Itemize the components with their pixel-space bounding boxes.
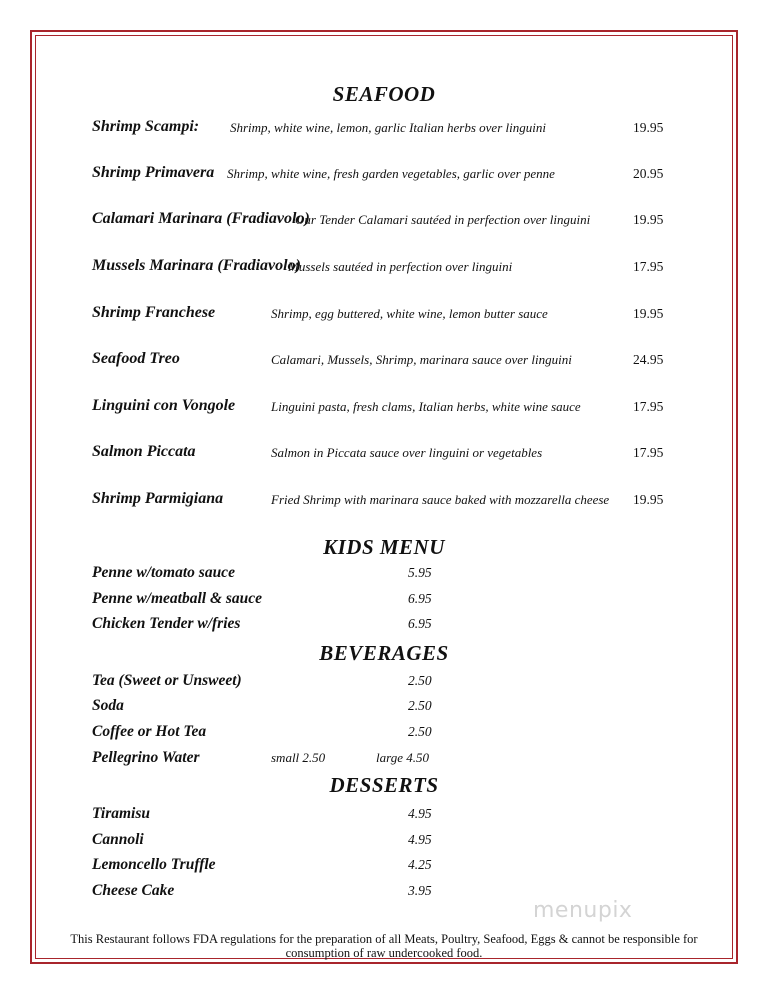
item-name: Pellegrino Water (92, 749, 200, 766)
item-name: Calamari Marinara (Fradiavolo) (92, 210, 310, 227)
menu-item (0, 490, 768, 514)
menu-item (0, 350, 768, 374)
menu-item (0, 304, 768, 328)
item-price-small: small 2.50 (271, 750, 326, 765)
item-description: Shrimp, white wine, fresh garden vegetables, garlic over penne (227, 166, 555, 181)
menu-item (0, 831, 768, 853)
item-price: 19.95 (633, 212, 664, 227)
item-description: Calamari, Mussels, Shrimp, marinara sauce over linguini (271, 352, 572, 367)
item-price: 6.95 (408, 616, 432, 631)
watermark-tagline (533, 883, 683, 891)
item-price: 5.95 (408, 565, 432, 580)
item-price: 2.50 (408, 724, 432, 739)
item-name: Soda (92, 697, 124, 714)
item-name: Mussels Marinara (Fradiavolo) (92, 257, 301, 274)
item-price: 24.95 (633, 352, 664, 367)
item-price: 17.95 (633, 259, 664, 274)
item-name: Seafood Treo (92, 350, 180, 367)
item-price-large: large 4.50 (376, 750, 429, 765)
item-description: Shrimp, white wine, lemon, garlic Italian herbs over linguini (230, 120, 546, 135)
item-price: 4.25 (408, 857, 432, 872)
menu-item (0, 210, 768, 234)
item-price: 2.50 (408, 673, 432, 688)
menu-item (0, 749, 768, 771)
item-price: 2.50 (408, 698, 432, 713)
menu-item (0, 856, 768, 878)
item-name: Chicken Tender w/fries (92, 615, 241, 632)
menu-item (0, 805, 768, 827)
item-name: Linguini con Vongole (92, 397, 236, 414)
item-description: Salmon in Piccata sauce over linguini or vegetables (271, 445, 543, 460)
item-name: Tea (Sweet or Unsweet) (92, 672, 242, 689)
item-name: Cannoli (92, 831, 144, 848)
item-name: Shrimp Scampi: (92, 118, 200, 135)
item-name: Coffee or Hot Tea (92, 723, 207, 740)
item-description: Shrimp, egg buttered, white wine, lemon butter sauce (271, 306, 548, 321)
item-name: Shrimp Franchese (92, 304, 216, 321)
menu-item (0, 257, 768, 281)
item-price: 20.95 (633, 166, 664, 181)
item-description: Fried Shrimp with marinara sauce baked with mozzarella cheese (271, 492, 610, 507)
item-price: 19.95 (633, 492, 664, 507)
menu-item (0, 723, 768, 745)
item-price: 19.95 (633, 120, 664, 135)
item-name: Cheese Cake (92, 882, 175, 899)
menu-item (0, 590, 768, 612)
menu-item (0, 672, 768, 694)
menu-item (0, 118, 768, 142)
item-price: 19.95 (633, 306, 664, 321)
menu-item (0, 697, 768, 719)
item-name: Shrimp Parmigiana (92, 490, 224, 507)
item-price: 4.95 (408, 806, 432, 821)
item-name: Salmon Piccata (92, 443, 196, 460)
beverages-heading: BEVERAGES (319, 641, 449, 665)
item-name: Shrimp Primavera (92, 164, 215, 181)
item-price: 6.95 (408, 591, 432, 606)
item-description: Mussels sautéed in perfection over linguini (288, 259, 513, 274)
desserts-heading: DESSERTS (329, 773, 439, 797)
item-description: Our Tender Calamari sautéed in perfection over linguini (295, 212, 591, 227)
item-name: Tiramisu (92, 805, 150, 822)
fda-disclaimer: This Restaurant follows FDA regulations for the preparation of all Meats, Poultry, Seafood, Eggs & cannot be responsible for consumption of raw undercooked food. (70, 932, 698, 960)
menu-item (0, 443, 768, 467)
item-name: Penne w/meatball & sauce (92, 590, 263, 607)
item-name: Penne w/tomato sauce (92, 564, 235, 581)
item-price: 3.95 (408, 883, 432, 898)
menu-item (0, 164, 768, 188)
menupix-watermark: menupix (533, 898, 633, 923)
item-price: 17.95 (633, 445, 664, 460)
kids-menu-heading: KIDS MENU (323, 535, 445, 559)
seafood-heading: SEAFOOD (332, 82, 436, 106)
menu-item (0, 397, 768, 421)
item-price: 4.95 (408, 832, 432, 847)
item-description: Linguini pasta, fresh clams, Italian herbs, white wine sauce (271, 399, 581, 414)
menu-item (0, 564, 768, 586)
item-name: Lemoncello Truffle (92, 856, 216, 873)
menu-item (0, 615, 768, 637)
item-price: 17.95 (633, 399, 664, 414)
